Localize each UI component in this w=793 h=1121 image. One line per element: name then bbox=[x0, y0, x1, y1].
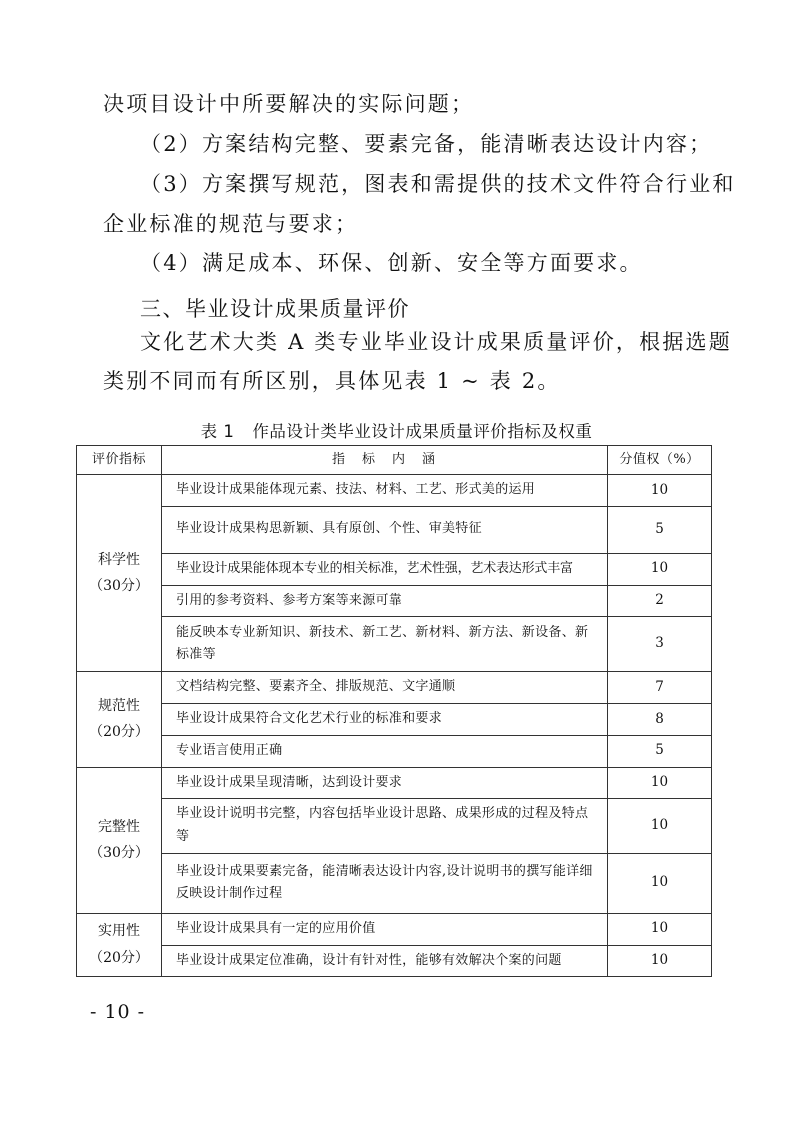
paragraph-line: （3）方案撰写规范，图表和需提供的技术文件符合行业和 bbox=[140, 172, 736, 196]
weight-value: 2 bbox=[608, 585, 712, 617]
weight-value: 10 bbox=[608, 475, 712, 507]
weight-value: 10 bbox=[608, 799, 712, 854]
evaluation-table bbox=[76, 445, 712, 977]
weight-value: 10 bbox=[608, 945, 712, 977]
weight-value: 5 bbox=[608, 506, 712, 553]
table-row bbox=[77, 945, 712, 977]
table-number: 表 1 bbox=[200, 422, 235, 441]
category-cell bbox=[77, 767, 162, 913]
table-row bbox=[77, 553, 712, 585]
table-row bbox=[77, 475, 712, 507]
weight-value: 10 bbox=[608, 913, 712, 945]
table-row bbox=[77, 799, 712, 854]
header-content: 指 标 内 涵 bbox=[162, 446, 608, 475]
table-row bbox=[77, 913, 712, 945]
category-score: （30分） bbox=[89, 845, 149, 862]
weight-value: 7 bbox=[608, 672, 712, 704]
category-cell bbox=[77, 672, 162, 767]
paragraph-line: （4）满足成本、环保、创新、安全等方面要求。 bbox=[140, 251, 643, 275]
paragraph-line: 企业标准的规范与要求； bbox=[103, 212, 359, 236]
table-header-row bbox=[77, 446, 712, 475]
category-name: 完整性 bbox=[98, 818, 140, 835]
table-row bbox=[77, 704, 712, 736]
indicator-text: 毕业设计说明书完整，内容包括毕业设计思路、成果形成的过程及特点等 bbox=[162, 799, 608, 854]
category-name: 规范性 bbox=[98, 697, 140, 714]
table-row bbox=[77, 767, 712, 799]
category-score: （20分） bbox=[89, 724, 149, 741]
indicator-text: 毕业设计成果呈现清晰，达到设计要求 bbox=[162, 767, 608, 799]
page-number: - 10 - bbox=[90, 1001, 146, 1023]
category-score: （20分） bbox=[89, 950, 149, 966]
weight-value: 10 bbox=[608, 767, 712, 799]
category-name: 实用性 bbox=[98, 923, 140, 940]
indicator-text: 文档结构完整、要素齐全、排版规范、文字通顺 bbox=[162, 672, 608, 704]
table-row bbox=[77, 617, 712, 672]
weight-value: 10 bbox=[608, 853, 712, 913]
paragraph-line: （2）方案结构完整、要素完备，能清晰表达设计内容； bbox=[140, 132, 713, 156]
category-score: （30分） bbox=[89, 578, 149, 595]
weight-value: 3 bbox=[608, 617, 712, 672]
indicator-text: 毕业设计成果符合文化艺术行业的标准和要求 bbox=[162, 704, 608, 736]
indicator-text: 能反映本专业新知识、新技术、新工艺、新材料、新方法、新设备、新标准等 bbox=[162, 617, 608, 672]
table-row bbox=[77, 735, 712, 767]
table-title: 作品设计类毕业设计成果质量评价指标及权重 bbox=[252, 422, 593, 441]
category-cell bbox=[77, 475, 162, 672]
body-text-line: 类别不同而有所区别，具体见表 1 ~ 表 2。 bbox=[103, 369, 561, 393]
table-row bbox=[77, 585, 712, 617]
category-name: 科学性 bbox=[98, 551, 140, 568]
indicator-text: 毕业设计成果构思新颖、具有原创、个性、审美特征 bbox=[162, 506, 608, 553]
indicator-text: 毕业设计成果定位准确，设计有针对性，能够有效解决个案的问题 bbox=[162, 945, 608, 977]
table-caption bbox=[0, 418, 793, 442]
indicator-text: 毕业设计成果要素完备，能清晰表达设计内容,设计说明书的撰写能详细反映设计制作过程 bbox=[162, 853, 608, 913]
paragraph-line: 决项目设计中所要解决的实际问题； bbox=[103, 92, 475, 116]
indicator-text: 毕业设计成果能体现元素、技法、材料、工艺、形式美的运用 bbox=[162, 475, 608, 507]
section-heading: 三、毕业设计成果质量评价 bbox=[140, 297, 410, 321]
table-row bbox=[77, 853, 712, 913]
category-cell bbox=[77, 913, 162, 977]
body-text-line: 文化艺术大类 A 类专业毕业设计成果质量评价，根据选题 bbox=[140, 330, 732, 354]
indicator-text: 毕业设计成果具有一定的应用价值 bbox=[162, 913, 608, 945]
header-category: 评价指标 bbox=[77, 446, 162, 475]
indicator-text: 专业语言使用正确 bbox=[162, 735, 608, 767]
indicator-text: 毕业设计成果能体现本专业的相关标准，艺术性强，艺术表达形式丰富 bbox=[162, 553, 608, 585]
header-weight: 分值权（%） bbox=[608, 446, 712, 475]
table-row bbox=[77, 672, 712, 704]
weight-value: 10 bbox=[608, 553, 712, 585]
weight-value: 8 bbox=[608, 704, 712, 736]
table-row bbox=[77, 506, 712, 553]
weight-value: 5 bbox=[608, 735, 712, 767]
indicator-text: 引用的参考资料、参考方案等来源可靠 bbox=[162, 585, 608, 617]
